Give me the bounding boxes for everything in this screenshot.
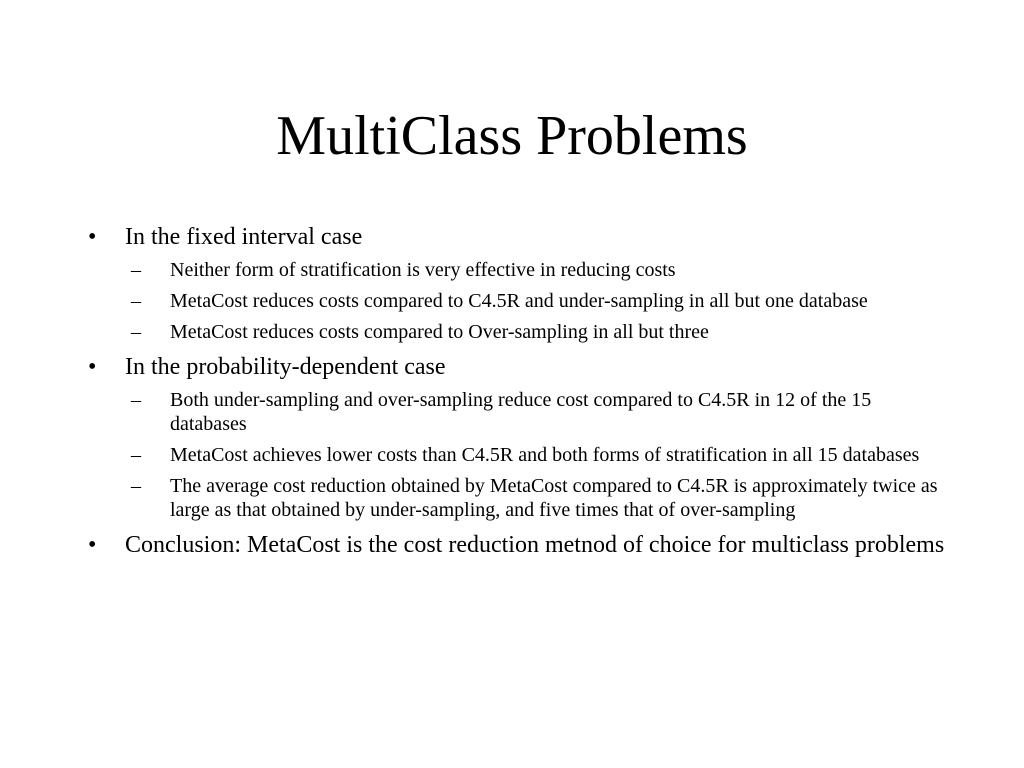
bullet-list bbox=[88, 224, 948, 566]
sub-bullet-text: The average cost reduction obtained by MetaCost compared to C4.5R is approximately twice as large as that obtained by under-sampling, and five times that of over-sampling bbox=[170, 475, 938, 521]
dash-glyph: – bbox=[131, 475, 141, 497]
sub-bullet-item bbox=[125, 474, 948, 522]
sub-bullet-item bbox=[125, 289, 948, 313]
dash-glyph: – bbox=[131, 290, 141, 312]
bullet-item-conclusion bbox=[88, 532, 948, 559]
sub-bullet-item bbox=[125, 320, 948, 344]
bullet-text: In the probability-dependent case bbox=[125, 354, 446, 380]
bullet-text: Conclusion: MetaCost is the cost reduction metnod of choice for multiclass problems bbox=[125, 532, 945, 558]
bullet-glyph: • bbox=[88, 532, 97, 558]
slide-title: MultiClass Problems bbox=[276, 105, 748, 167]
sub-bullet-list bbox=[88, 258, 948, 344]
dash-glyph: – bbox=[131, 444, 141, 466]
bullet-glyph: • bbox=[88, 224, 97, 250]
bullet-glyph: • bbox=[88, 354, 97, 380]
sub-bullet-item bbox=[125, 258, 948, 282]
bullet-item-fixed-interval bbox=[88, 224, 948, 251]
dash-glyph: – bbox=[131, 321, 141, 343]
dash-glyph: – bbox=[131, 259, 141, 281]
sub-bullet-text: MetaCost reduces costs compared to Over-sampling in all but three bbox=[170, 321, 709, 343]
sub-bullet-text: MetaCost achieves lower costs than C4.5R and both forms of stratification in all 15 databases bbox=[170, 444, 920, 466]
bullet-item-probability-dependent bbox=[88, 354, 948, 381]
sub-bullet-text: MetaCost reduces costs compared to C4.5R and under-sampling in all but one database bbox=[170, 290, 868, 312]
sub-bullet-list bbox=[88, 388, 948, 522]
sub-bullet-text: Both under-sampling and over-sampling reduce cost compared to C4.5R in 12 of the 15 databases bbox=[170, 389, 872, 435]
bullet-text: In the fixed interval case bbox=[125, 224, 363, 250]
sub-bullet-text: Neither form of stratification is very effective in reducing costs bbox=[170, 259, 676, 281]
sub-bullet-item bbox=[125, 443, 948, 467]
sub-bullet-item bbox=[125, 388, 948, 436]
dash-glyph: – bbox=[131, 389, 141, 411]
